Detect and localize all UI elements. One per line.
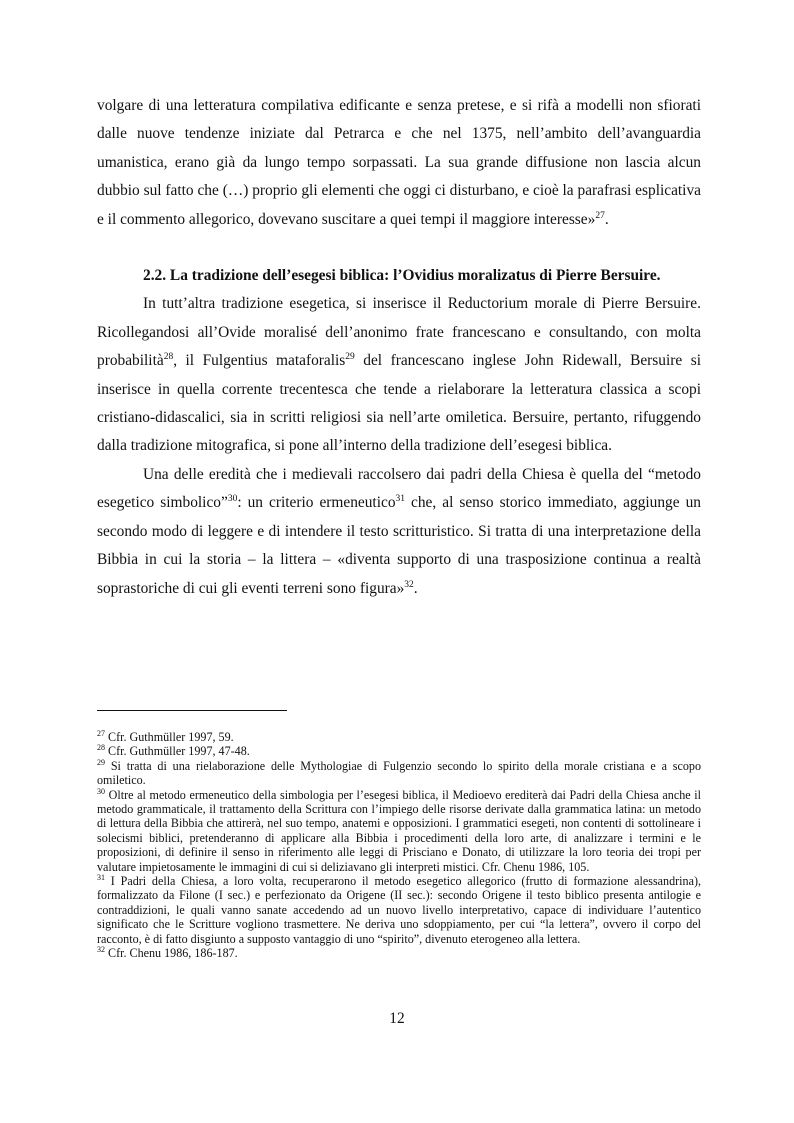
footnote-27 [97,730,701,744]
footnote-29 [97,759,701,788]
footnote-number: 27 [97,728,105,738]
paragraph-metodo [97,461,701,603]
footnote-number: 31 [97,873,105,883]
body-text [97,92,701,603]
paragraph-text: del francescano inglese John Ridewall, Bersuire si inserisce in quella corrente trecentesca che tende a rielaborare la letteratura classica a scopi cristiano-didascalici, sia in scritti religiosi sia nell’arte omiletica. Bersuire, pertanto, rifuggendo dalla tradizione mitografica, si pone all’interno della tradizione dell’esegesi biblica. [97,352,701,455]
paragraph-bersuire [97,290,701,460]
footnote-ref-32[interactable]: 32 [404,579,414,590]
footnote-number: 32 [97,945,105,955]
paragraph-end: . [604,210,609,228]
footnote-28 [97,744,701,758]
paragraph-text: In tutt’altra tradizione esegetica, si inserisce il Reductorium morale di Pierre Bersuire. Ricollegandosi all’Ovide moralisé dell’anonimo frate francescano e consultando, con molta probabilità [97,295,701,370]
footnote-ref-27[interactable]: 27 [595,210,605,221]
footnote-31 [97,874,701,946]
section-heading: 2.2. La tradizione dell’esegesi biblica: l’Ovidius moralizatus di Pierre Bersuire. [143,267,661,285]
footnote-number: 30 [97,786,105,796]
paragraph-text: che, al senso storico immediato, aggiunge un secondo modo di leggere e di intendere il testo scritturistico. Si tratta di una interpretazione della Bibbia in cui la storia – la littera – «diventa supporto di una trasposizione continua a realtà soprastoriche di cui gli eventi terreni sono figura» [97,494,701,597]
footnote-ref-31[interactable]: 31 [395,494,406,505]
footnote-32 [97,946,701,960]
footnote-text: Si tratta di una rielaborazione delle Mythologiae di Fulgenzio secondo lo spirito della morale cristiana e a scopo omiletico. [97,758,701,788]
footnote-number: 28 [97,743,105,753]
paragraph-text: : un criterio ermeneutico [237,494,396,512]
footnote-ref-29[interactable]: 29 [345,352,355,363]
footnote-30 [97,788,701,874]
footnotes [97,730,701,961]
footnote-text: I Padri della Chiesa, a loro volta, recuperarono il metodo esegetico allegorico (frutto di formazione alessandrina), formalizzato da Filone (I sec.) e perfezionato da Origene (II sec.): secondo Origene il testo biblico presenta antilogie e contraddizioni, le quali vanno sanate accedendo ad un nuovo livello interpretativo, capace di individuare l’autentico significato che le Scritture vogliono trasmettere. Ne deriva uno sdoppiamento, per cui “la lettera”, ovvero il corpo del racconto, è di fatto disgiunto a supposto vantaggio di uno “spirito”, divenuto eterogeneo alla lettera. [97,874,701,946]
paragraph-text: , il Fulgentius mataforalis [173,352,346,370]
paragraph-end: . [413,579,418,597]
footnote-separator [97,710,287,711]
paragraph-text: Una delle eredità che i medievali raccolsero dai padri della Chiesa è quella del “metodo esegetico simbolico” [97,465,701,512]
footnote-text: Oltre al metodo ermeneutico della simbologia per l’esegesi biblica, il Medioevo erediterà dai Padri della Chiesa anche il metodo grammaticale, il trattamento della Scrittura con l’impiego delle risorse derivate dalla grammatica latina: un metodo di lettura della Bibbia che attirerà, nel suo tempo, anatemi e opposizioni. I grammatici esegeti, non contenti di sottolineare i solecismi biblici, pretenderanno di applicare alla Bibbia i procedimenti della loro arte, di analizzare i termini e le proposizioni, di definire il senso in riferimento alle leggi di Prisciano e Donato, di utilizzare la loro teoria dei tropi per valutare impietosamente le immagini di cui si deliziavano gli interpreti mistici. Cfr. Chenu 1986, 105. [97,787,701,874]
footnote-text: Cfr. Guthmüller 1997, 47-48. [105,744,250,759]
footnote-ref-30[interactable]: 30 [227,494,238,505]
footnote-number: 29 [97,757,105,767]
footnote-ref-28[interactable]: 28 [163,352,174,363]
footnote-text: Cfr. Chenu 1986, 186-187. [105,946,238,961]
footnote-text: Cfr. Guthmüller 1997, 59. [105,730,234,744]
paragraph-text: volgare di una letteratura compilativa edificante e senza pretese, e si rifà a modelli non sfiorati dalle nuove tendenze iniziate dal Petrarca e che nel 1375, nell’ambito dell’avanguardia umanistica, erano già da lungo tempo sorpassati. La sua grande diffusione non lascia alcun dubbio sul fatto che (…) proprio gli elementi che oggi ci disturbano, e cioè la parafrasi esplicativa e il commento allegorico, dovevano suscitare a quei tempi il maggiore interesse» [97,97,701,228]
page-number: 12 [389,1010,405,1027]
paragraph-continuation [97,92,701,234]
